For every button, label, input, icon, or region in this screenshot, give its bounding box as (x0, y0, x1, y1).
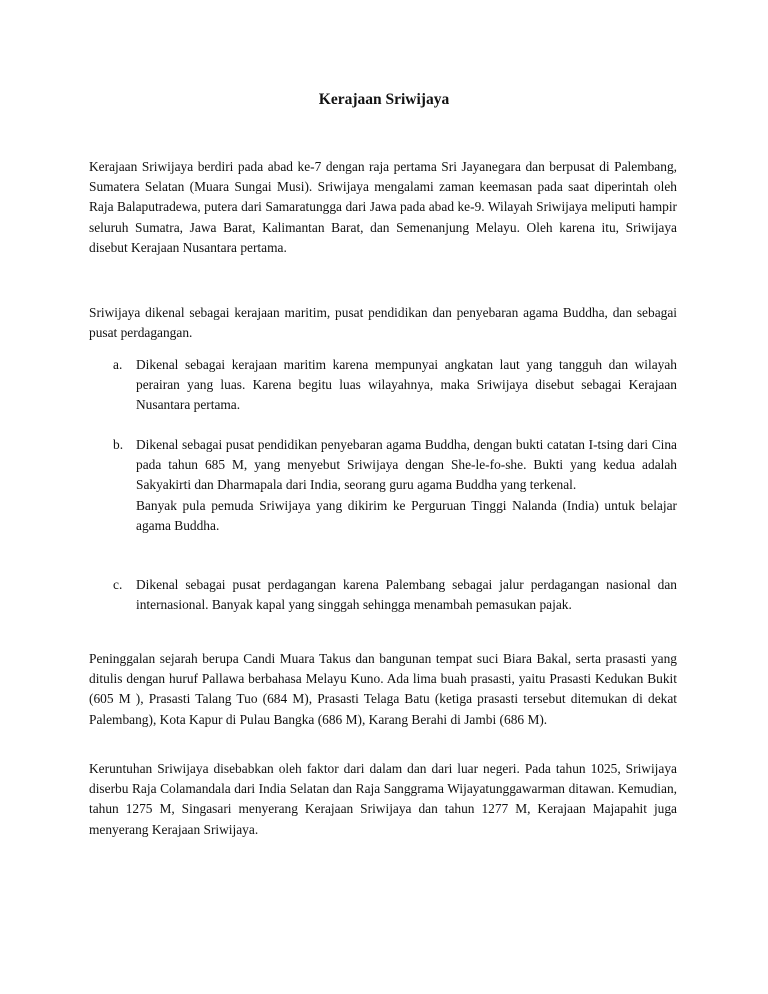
document-title: Kerajaan Sriwijaya (318, 91, 450, 108)
list-item (89, 435, 677, 536)
paragraph-intro (89, 157, 677, 258)
list-marker: a. (113, 357, 123, 372)
paragraph-text: Peninggalan sejarah berupa Candi Muara Takus dan bangunan tempat suci Biara Bakal, serta prasasti yang ditulis dengan huruf Pallawa berbahasa Melayu Kuno. Ada lima buah prasasti, yaitu Prasasti Kedukan Bukit (605 M ), Prasasti Talang Tuo (684 M), Prasasti Telaga Batu (ketiga prasasti tersebut ditemukan di dekat Palembang), Kota Kapur di Pulau Bangka (686 M), Karang Berahi di Jambi (686 M). (89, 651, 677, 727)
list-item-text: Dikenal sebagai kerajaan maritim karena mempunyai angkatan laut yang tangguh dan wilayah perairan yang luas. Karena begitu luas wilayahnya, maka Sriwijaya disebut sebagai Kerajaan Nusantara pertama. (136, 357, 677, 413)
paragraph-text: Sriwijaya dikenal sebagai kerajaan maritim, pusat pendidikan dan penyebaran agama Buddha, dan sebagai pusat perdagangan. (89, 305, 677, 341)
paragraph-relics (89, 649, 677, 730)
paragraph-characteristics (89, 303, 677, 343)
list-item-trade (89, 575, 677, 615)
list-item-text: Dikenal sebagai pusat perdagangan karena Palembang sebagai jalur perdagangan nasional dan internasional. Banyak kapal yang singgah sehingga menambah pemasukan pajak. (136, 577, 677, 613)
list-item-education (89, 435, 677, 536)
list-item-text-continued: Banyak pula pemuda Sriwijaya yang dikirim ke Perguruan Tinggi Nalanda (India) untuk belajar agama Buddha. (136, 497, 677, 533)
paragraph-decline (89, 759, 677, 840)
paragraph-text: Keruntuhan Sriwijaya disebabkan oleh faktor dari dalam dan dari luar negeri. Pada tahun 1025, Sriwijaya diserbu Raja Colamandala dari India Selatan dan Raja Sanggrama Wijayatunggawarman ditawan. Kemudian, tahun 1275 M, Singasari menyerang Kerajaan Sriwijaya dan tahun 1277 M, Kerajaan Majapahit juga menyerang Kerajaan Sriwijaya. (89, 761, 677, 837)
paragraph-text: Kerajaan Sriwijaya berdiri pada abad ke-7 dengan raja pertama Sri Jayanegara dan berpusat di Palembang, Sumatera Selatan (Muara Sungai Musi). Sriwijaya mengalami zaman keemasan pada saat diperintah oleh Raja Balaputradewa, putera dari Samaratungga dari Jawa pada abad ke-9. Wilayah Sriwijaya meliputi hampir seluruh Sumatra, Jawa Barat, Kalimantan Barat, dan Semenanjung Melayu. Oleh karena itu, Sriwijaya disebut Kerajaan Nusantara pertama. (89, 159, 677, 255)
list-marker: c. (113, 577, 123, 592)
list-marker: b. (113, 437, 124, 452)
list-item-maritime (89, 355, 677, 416)
list-item-text: Dikenal sebagai pusat pendidikan penyebaran agama Buddha, dengan bukti catatan I-tsing dari Cina pada tahun 685 M, yang menyebut Sriwijaya dengan She-le-fo-she. Bukti yang kedua adalah Sakyakirti dan Dharmapala dari India, seorang guru agama Buddha yang terkenal. (136, 437, 677, 493)
list-item (89, 355, 677, 416)
list-item (89, 575, 677, 615)
